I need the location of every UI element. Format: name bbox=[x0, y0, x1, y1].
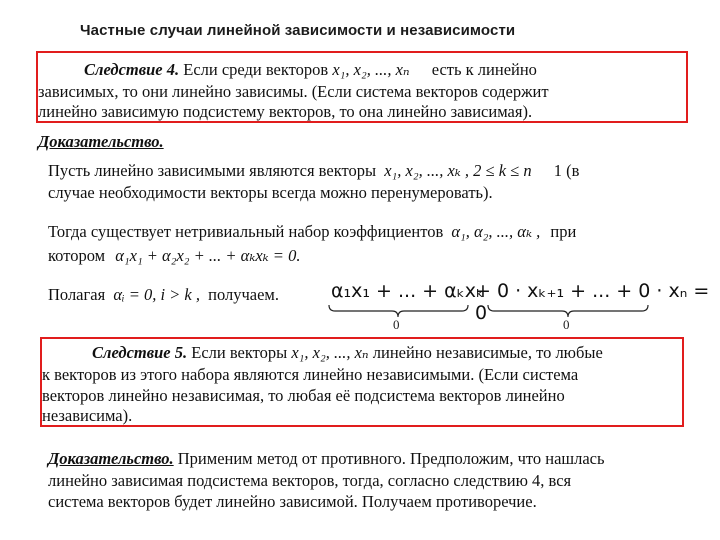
proof-1-p3b: получаем. bbox=[208, 285, 279, 304]
corollary-4-line1a: Если среди векторов bbox=[183, 60, 329, 79]
proof-2-line3: система векторов будет линейно зависимой. Получаем противоречие. bbox=[48, 492, 537, 511]
proof-1-p2b: при bbox=[550, 222, 577, 241]
proof-2-heading: Доказательство. bbox=[48, 449, 174, 468]
corollary-5-line2: к векторов из этого набора являются линейно независимыми. (Если система bbox=[42, 365, 579, 384]
proof-2-line2: линейно зависимая подсистема векторов, тогда, согласно следствию 4, вся bbox=[48, 471, 572, 490]
proof-1-heading: Доказательство. bbox=[38, 132, 164, 151]
proof-2-line1 bbox=[48, 448, 605, 470]
proof-1-line2: случае необходимости векторы всегда можно перенумеровать). bbox=[48, 183, 493, 202]
underbrace-1 bbox=[329, 305, 468, 317]
proof-1-p3math: αᵢ = 0, i > k , bbox=[113, 285, 201, 304]
corollary-4-line1b: есть к линейно bbox=[431, 60, 537, 79]
corollary-4-line2: зависимых, то они линейно зависимы. (Если система векторов содержит bbox=[38, 82, 549, 101]
proof-1-p2eq: α₁x₁ + α₂x₂ + ... + αₖxₖ = 0. bbox=[115, 246, 301, 265]
proof-1-p2math: α₁, α₂, ..., αₖ , bbox=[451, 222, 541, 241]
slide-title: Частные случаи линейной зависимости и независимости bbox=[80, 22, 516, 39]
proof-1-equation-part2: + 0 · xₖ₊₁ + ... + 0 · xₙ = 0 bbox=[475, 280, 710, 324]
underbrace-1-label: 0 bbox=[393, 317, 400, 332]
proof-1-p1a: Пусть линейно зависимыми являются векторы bbox=[48, 161, 377, 180]
corollary-4-line3: линейно зависимую подсистему векторов, то она линейно зависимая). bbox=[38, 102, 533, 121]
corollary-5-head: Следствие 5. bbox=[92, 343, 188, 362]
proof-1-p2c: котором bbox=[48, 246, 106, 265]
underbrace-2-label: 0 bbox=[563, 317, 570, 332]
corollary-4-vectors: x₁, x₂, ..., xₙ bbox=[332, 60, 410, 79]
proof-1-equation-part1: α₁x₁ + ... + αₖxₖ bbox=[331, 280, 485, 302]
proof-1-p2a: Тогда существует нетривиальный набор коэффициентов bbox=[48, 222, 444, 241]
corollary-5-line1a: Если векторы bbox=[191, 343, 288, 362]
corollary-5-line4: независима). bbox=[42, 406, 133, 425]
proof-1-p1b: 1 (в bbox=[553, 161, 580, 180]
corollary-5-line1 bbox=[92, 342, 603, 364]
corollary-5-vectors: x₁, x₂, ..., xₙ bbox=[291, 343, 369, 362]
proof-1-p3a: Полагая bbox=[48, 285, 106, 304]
corollary-4-head: Следствие 4. bbox=[84, 60, 180, 79]
proof-1-p1math: x₁, x₂, ..., xₖ , 2 ≤ k ≤ n bbox=[384, 161, 532, 180]
corollary-5-line1b: линейно независимые, то любые bbox=[372, 343, 603, 362]
underbrace-2 bbox=[488, 305, 648, 317]
proof-2-line1-text: Применим метод от противного. Предположим, что нашлась bbox=[177, 449, 605, 468]
corollary-5-line3: векторов линейно независимая, то любая её подсистема векторов линейно bbox=[42, 386, 565, 405]
